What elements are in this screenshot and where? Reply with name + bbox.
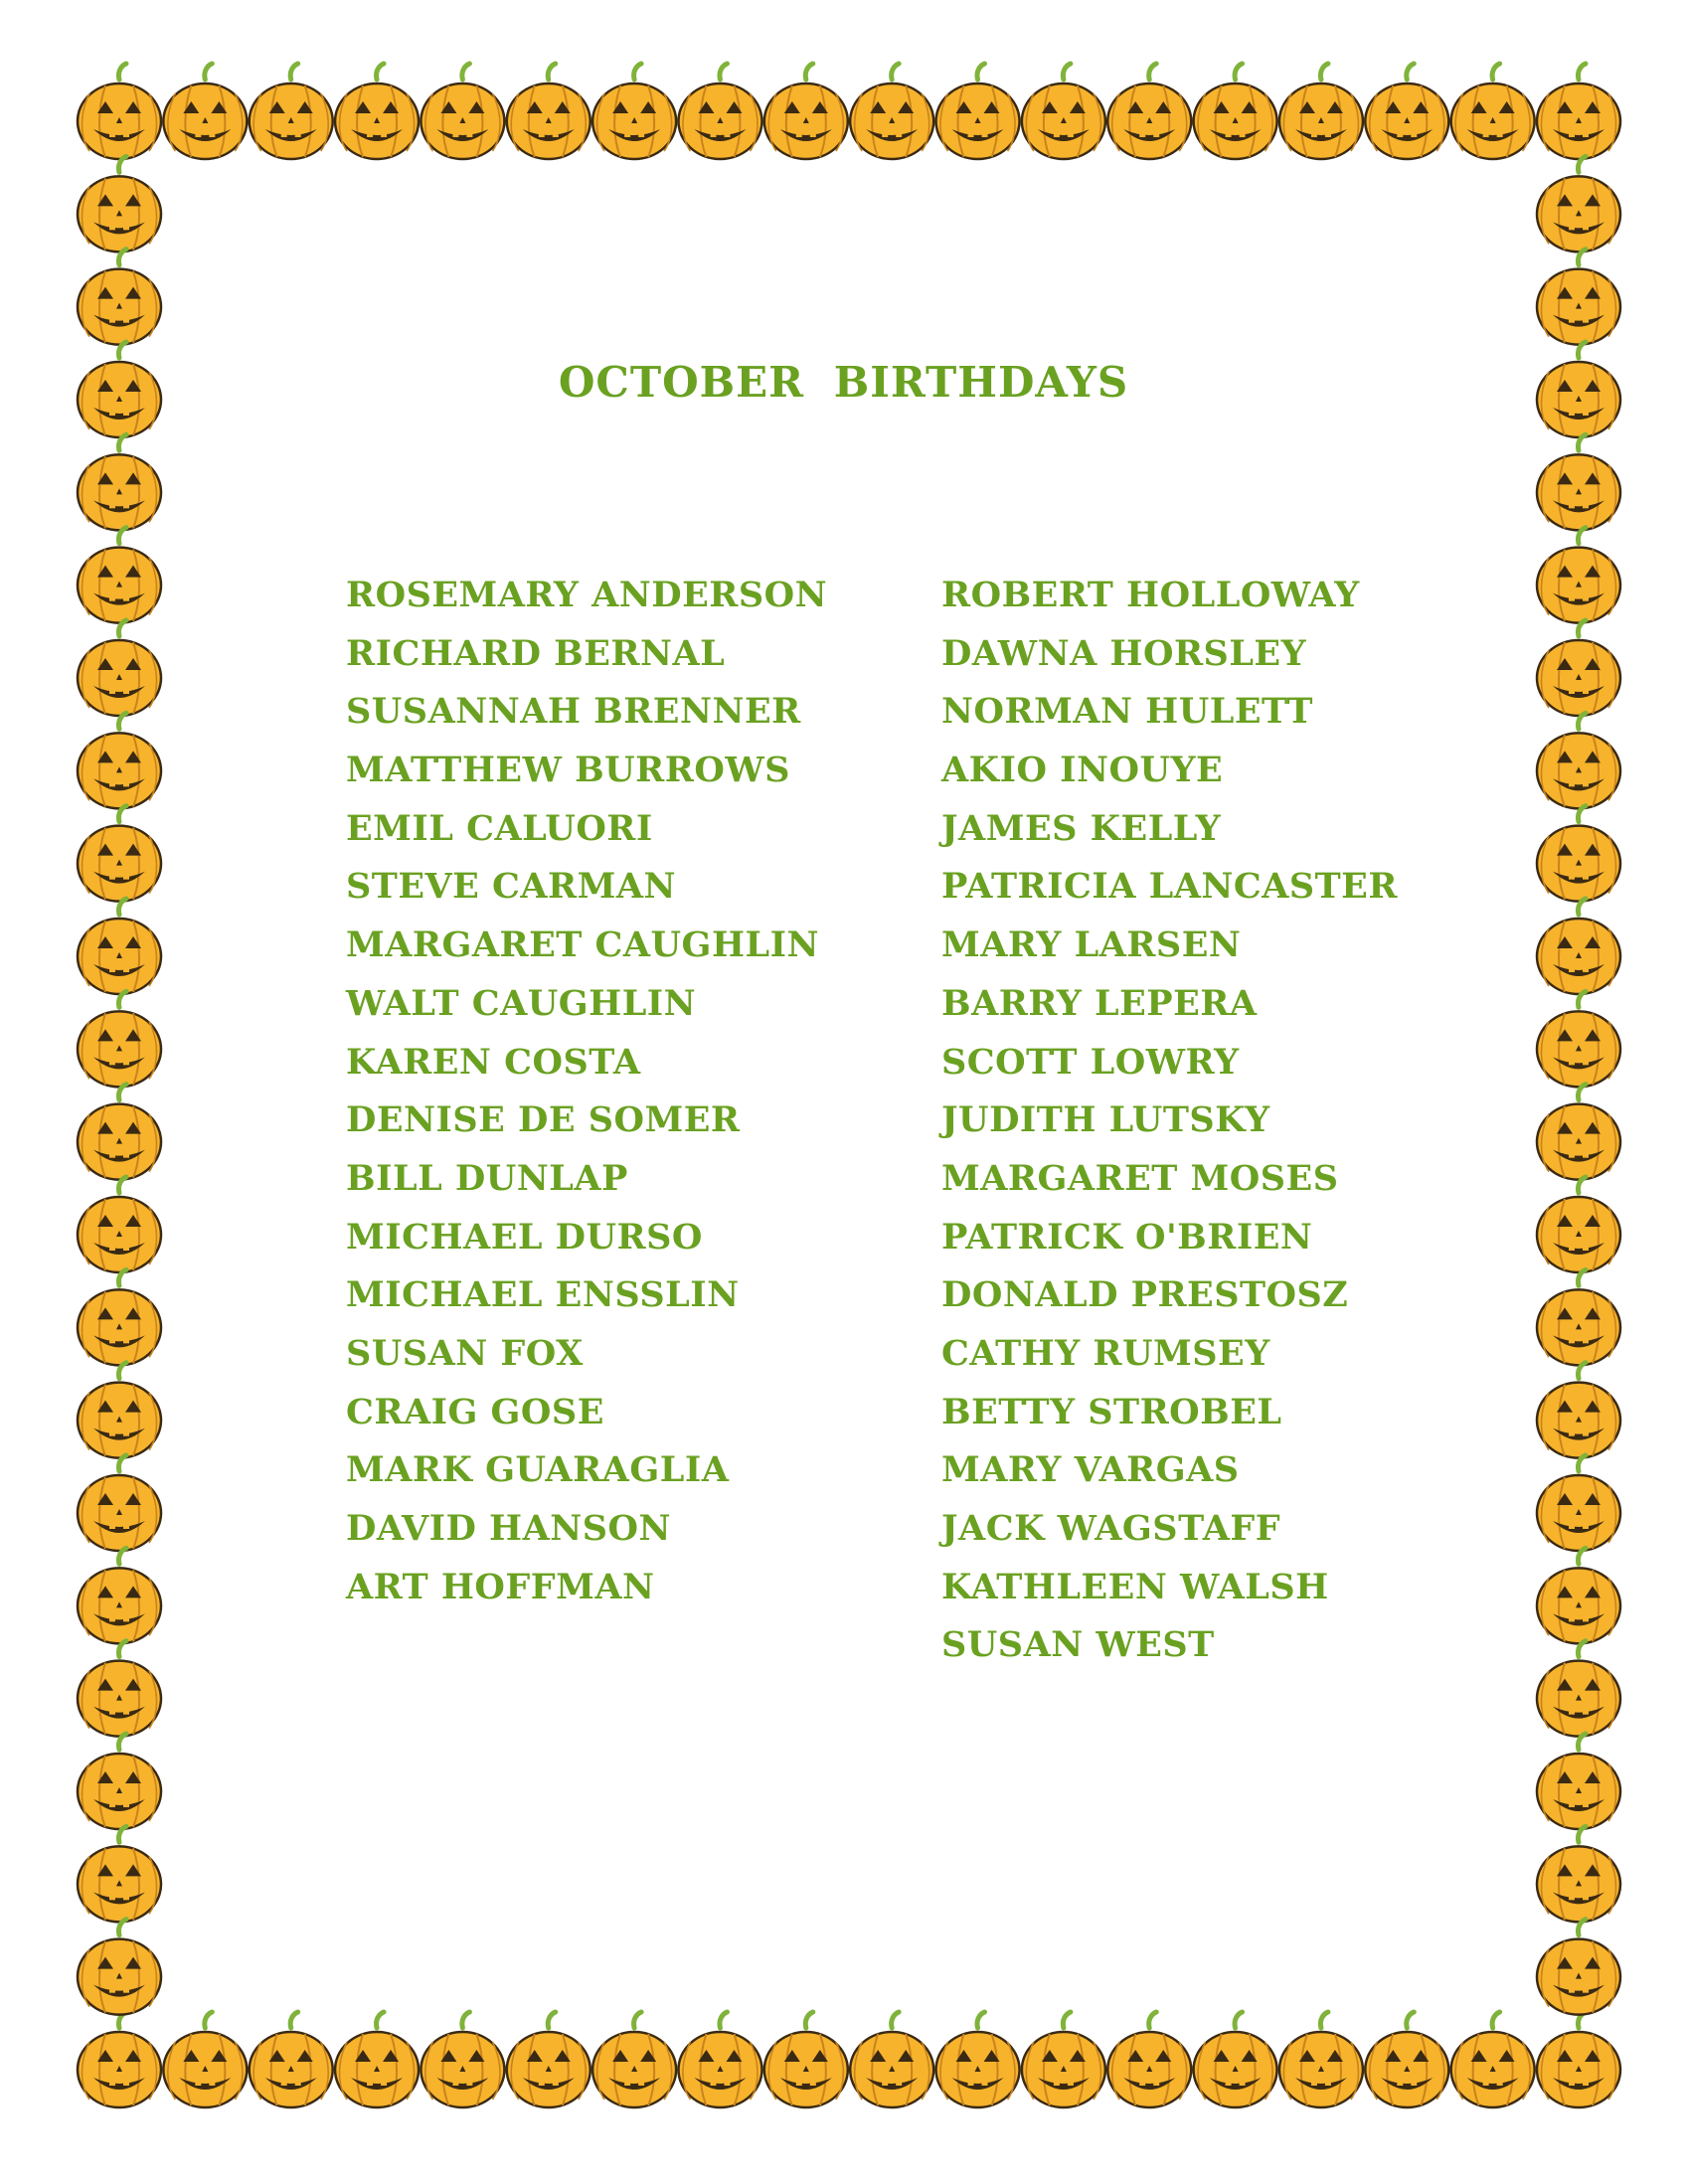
jack-o-lantern-icon (936, 2012, 1020, 2107)
jack-o-lantern-icon (163, 2012, 247, 2107)
jack-o-lantern-icon (421, 2012, 504, 2107)
jack-o-lantern-icon (1537, 806, 1620, 902)
jack-o-lantern-icon (421, 64, 504, 159)
jack-o-lantern-icon (678, 2012, 761, 2107)
jack-o-lantern-icon (592, 64, 676, 159)
jack-o-lantern-icon (1537, 713, 1620, 808)
jack-o-lantern-icon (507, 2012, 590, 2107)
birthday-name: MATTHEW BURROWS (346, 750, 790, 791)
birthday-name: BETTY STROBEL (941, 1391, 1282, 1432)
birthday-name: SUSAN FOX (346, 1332, 584, 1374)
birthday-name: ROSEMARY ANDERSON (346, 575, 828, 615)
birthday-name: PATRICIA LANCASTER (941, 866, 1398, 908)
jack-o-lantern-icon (764, 2012, 848, 2107)
jack-o-lantern-icon (78, 434, 161, 530)
jack-o-lantern-icon (335, 2012, 419, 2107)
jack-o-lantern-icon (1537, 1269, 1620, 1365)
birthday-name: MARY VARGAS (941, 1449, 1240, 1491)
jack-o-lantern-icon (1022, 64, 1105, 159)
birthday-name: DAVID HANSON (346, 1508, 671, 1549)
jack-o-lantern-icon (78, 1826, 161, 1922)
birthday-name: DENISE DE SOMER (346, 1099, 741, 1141)
jack-o-lantern-icon (250, 2012, 333, 2107)
jack-o-lantern-icon (78, 1363, 161, 1458)
jack-o-lantern-icon (1537, 64, 1620, 159)
jack-o-lantern-icon (678, 64, 761, 159)
jack-o-lantern-icon (1537, 1920, 1620, 2015)
jack-o-lantern-icon (1194, 64, 1277, 159)
birthday-name: JUDITH LUTSKY (941, 1099, 1270, 1141)
jack-o-lantern-icon (78, 1734, 161, 1829)
jack-o-lantern-icon (1537, 1085, 1620, 1180)
jack-o-lantern-icon (1365, 2012, 1448, 2107)
jack-o-lantern-icon (78, 1455, 161, 1551)
jack-o-lantern-icon (335, 64, 419, 159)
birthday-name: MARY LARSEN (941, 924, 1242, 966)
jack-o-lantern-icon (1279, 2012, 1363, 2107)
jack-o-lantern-icon (250, 64, 333, 159)
jack-o-lantern-icon (1107, 64, 1191, 159)
jack-o-lantern-icon (1537, 899, 1620, 994)
jack-o-lantern-icon (1537, 1548, 1620, 1643)
birthday-name: STEVE CARMAN (346, 866, 677, 908)
birthday-name: JACK WAGSTAFF (941, 1508, 1281, 1549)
birthday-name: KATHLEEN WALSH (941, 1566, 1329, 1607)
jack-o-lantern-icon (1537, 156, 1620, 252)
names-column-left (346, 567, 827, 1616)
birthday-name: SUSANNAH BRENNER (346, 691, 801, 733)
birthday-name: DONALD PRESTOSZ (941, 1274, 1349, 1316)
jack-o-lantern-icon (1451, 64, 1535, 159)
birthday-name: SCOTT LOWRY (941, 1041, 1240, 1083)
jack-o-lantern-icon (78, 1269, 161, 1365)
names-column-right (941, 567, 1398, 1675)
jack-o-lantern-icon (78, 1085, 161, 1180)
jack-o-lantern-icon (78, 991, 161, 1087)
jack-o-lantern-icon (163, 64, 247, 159)
jack-o-lantern-icon (78, 156, 161, 252)
birthday-name: PATRICK O'BRIEN (941, 1216, 1313, 1258)
jack-o-lantern-icon (1537, 991, 1620, 1087)
jack-o-lantern-icon (1537, 1734, 1620, 1829)
jack-o-lantern-icon (1107, 2012, 1191, 2107)
birthday-name: ART HOFFMAN (346, 1566, 655, 1607)
jack-o-lantern-icon (1537, 528, 1620, 623)
birthday-name: MARK GUARAGLIA (346, 1449, 730, 1491)
birthday-name: EMIL CALUORI (346, 807, 653, 849)
birthday-name: WALT CAUGHLIN (346, 982, 697, 1024)
jack-o-lantern-icon (1537, 1641, 1620, 1737)
birthday-name: MARGARET CAUGHLIN (346, 924, 819, 966)
jack-o-lantern-icon (1537, 1177, 1620, 1272)
jack-o-lantern-icon (1537, 2012, 1620, 2107)
jack-o-lantern-icon (1537, 1826, 1620, 1922)
jack-o-lantern-icon (78, 713, 161, 808)
birthday-name: AKIO INOUYE (941, 750, 1224, 791)
jack-o-lantern-icon (592, 2012, 676, 2107)
jack-o-lantern-icon (78, 806, 161, 902)
jack-o-lantern-icon (507, 64, 590, 159)
jack-o-lantern-icon (1537, 1455, 1620, 1551)
birthday-name: CATHY RUMSEY (941, 1332, 1270, 1374)
jack-o-lantern-icon (78, 1177, 161, 1272)
jack-o-lantern-icon (1537, 250, 1620, 345)
jack-o-lantern-icon (764, 64, 848, 159)
jack-o-lantern-icon (1279, 64, 1363, 159)
birthday-name: ROBERT HOLLOWAY (941, 575, 1360, 615)
jack-o-lantern-icon (1365, 64, 1448, 159)
birthday-name: SUSAN WEST (941, 1624, 1215, 1666)
jack-o-lantern-icon (78, 64, 161, 159)
jack-o-lantern-icon (78, 1548, 161, 1643)
jack-o-lantern-icon (78, 2012, 161, 2107)
birthday-name: NORMAN HULETT (941, 691, 1313, 733)
birthday-name: BILL DUNLAP (346, 1157, 628, 1199)
jack-o-lantern-icon (1194, 2012, 1277, 2107)
page-title: OCTOBER BIRTHDAYS (558, 358, 1129, 407)
jack-o-lantern-icon (1451, 2012, 1535, 2107)
jack-o-lantern-icon (78, 1641, 161, 1737)
jack-o-lantern-icon (1022, 2012, 1105, 2107)
jack-o-lantern-icon (936, 64, 1020, 159)
jack-o-lantern-icon (1537, 434, 1620, 530)
birthday-name: CRAIG GOSE (346, 1391, 604, 1432)
birthday-name: JAMES KELLY (941, 807, 1222, 849)
jack-o-lantern-icon (1537, 1363, 1620, 1458)
jack-o-lantern-icon (78, 620, 161, 716)
jack-o-lantern-icon (850, 64, 933, 159)
birthday-name: BARRY LEPERA (941, 982, 1258, 1024)
birthday-name: DAWNA HORSLEY (941, 632, 1307, 674)
jack-o-lantern-icon (78, 899, 161, 994)
jack-o-lantern-icon (78, 250, 161, 345)
jack-o-lantern-icon (78, 1920, 161, 2015)
birthday-name: MICHAEL DURSO (346, 1216, 703, 1258)
birthday-name: MARGARET MOSES (941, 1157, 1339, 1199)
jack-o-lantern-icon (78, 528, 161, 623)
birthday-name: KAREN COSTA (346, 1041, 641, 1083)
birthday-name: MICHAEL ENSSLIN (346, 1274, 740, 1316)
jack-o-lantern-icon (850, 2012, 933, 2107)
birthday-name: RICHARD BERNAL (346, 632, 726, 674)
jack-o-lantern-icon (1537, 620, 1620, 716)
